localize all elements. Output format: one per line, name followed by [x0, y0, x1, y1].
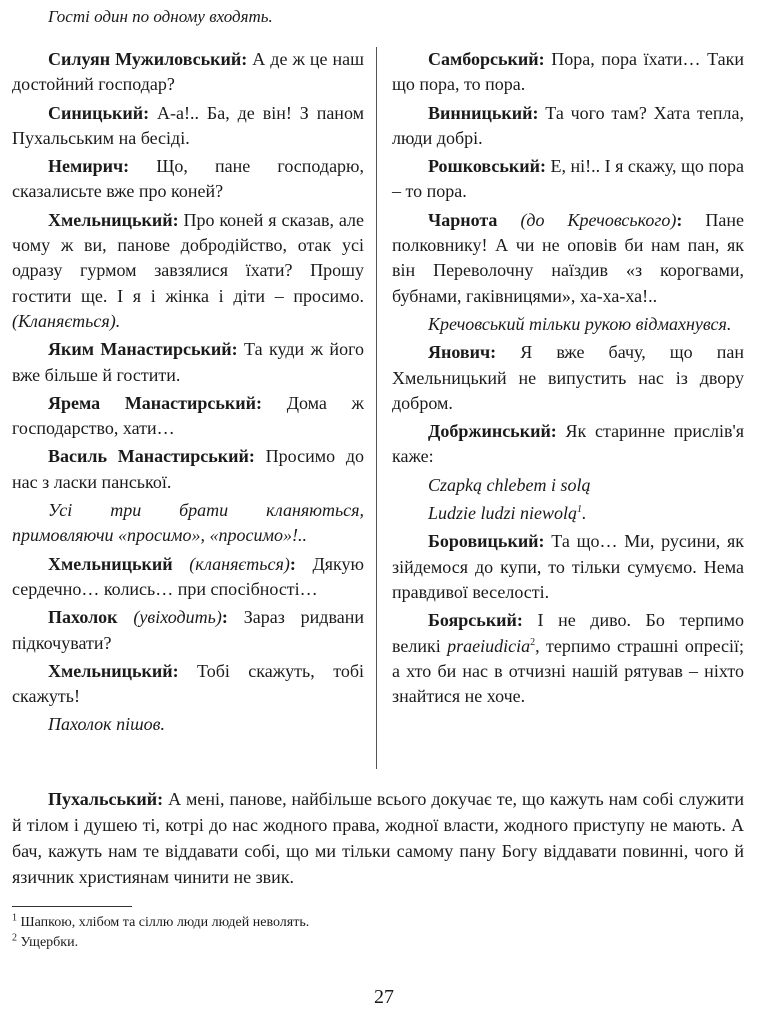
footnote-text: Ущербки.	[17, 935, 79, 950]
speaker-name: Добржинський:	[428, 421, 557, 442]
speaker-name: Силуян Мужиловський:	[48, 49, 248, 69]
speech-text: Е, ні!.. І я скажу, що пора – то пора.	[392, 156, 744, 202]
speech	[392, 529, 744, 605]
speaker-name: Пухальський:	[48, 789, 164, 809]
latin-proverb-line-1: Czapką chlebem i solą	[428, 474, 591, 495]
speech	[12, 659, 364, 710]
stage-direction: Усі три брати кланяються, примовляючи «просимо», «просимо»!..	[12, 500, 364, 546]
speaker-name: Боровицький:	[428, 531, 545, 552]
speaker-name: Хмельницький	[48, 553, 173, 574]
footnote-separator	[12, 906, 132, 907]
speech	[12, 208, 364, 334]
speaker-name: Винницький:	[428, 102, 539, 123]
speech-text: А мені, панове, найбільше всього докучає те, що кажуть нам собі служити й тілом і душею ті, котрі до нас жодного права, жодної власти, жодного приступу не мають. А бач, кажуть нам те віддавати собі, що ми тільки самому пану Богу віддавати повинні, чого й язичник християнам чинити не звик.	[12, 789, 744, 887]
speech	[392, 340, 744, 416]
speech	[392, 101, 744, 152]
footnote-mark: 1	[12, 912, 17, 924]
speech-text: Як старинне прислів'я каже:	[392, 421, 744, 467]
speech-text: Просимо до нас з ласки панської.	[12, 446, 364, 492]
speaker-name: Янович:	[428, 342, 497, 363]
speech-text: Та чого там? Хата тепла, люди добрі.	[392, 102, 744, 148]
footnote-1	[12, 913, 744, 933]
speech	[392, 154, 744, 205]
speaker-name: Яким Манастирський:	[48, 339, 238, 360]
page-number: 27	[374, 986, 394, 1008]
speech-text: Та куди ж його вже більше й гостити.	[12, 339, 364, 385]
speech-text: Про коней я сказав, але чому ж ви, панове добродійство, отак усі одразу гурмом завзялися їхати? Прошу гостити ще. І я і жінка і діти – просимо.	[12, 209, 364, 306]
left-column	[12, 47, 364, 741]
footnotes	[12, 913, 744, 953]
speech-text: Пора, пора їхати… Таки що пора, то пора.	[392, 49, 744, 95]
speaker-colon: :	[676, 209, 683, 230]
speech	[12, 391, 364, 442]
speech-text: Пане полковнику! А чи не оповів би нам пан, як він Переволочну наїздив «з корогвами, бубнами, гаківницями», ха-ха-ха!..	[392, 209, 744, 306]
proverb-text: Ludzie ludzi niewolą	[428, 503, 578, 524]
speaker-name: Ярема Манастирський:	[48, 392, 263, 413]
footnote-ref[interactable]: 1	[577, 504, 583, 516]
speech	[392, 419, 744, 470]
speech-text: Та що… Ми, русини, як зійдемося до купи, то тільки сумуємо. Нема правдивої веселості.	[392, 531, 744, 602]
speech	[392, 608, 744, 709]
speech-text: Я вже бачу, що пан Хмельницький не випустить нас із двору добром.	[392, 342, 744, 413]
latin-proverb-line-2	[392, 501, 744, 526]
speech-text: Дома ж господарство, хати…	[12, 392, 364, 439]
speech-text: І не диво. Бо терпимо великі	[392, 610, 744, 656]
latin-term: praeiudicia	[447, 635, 531, 656]
speech-text: А-а!.. Ба, де він! З паном Пухальським на бесіді.	[12, 102, 364, 148]
proverb-end: .	[582, 503, 587, 524]
speech-text: Дякую сердечно… колись… при спосібності…	[12, 553, 364, 599]
speech	[12, 605, 364, 656]
speaker-direction: (до Кречовського)	[497, 209, 677, 230]
speaker-name: Хмельницький:	[48, 209, 179, 230]
speaker-name: Немирич:	[48, 156, 130, 177]
speech-text: Зараз ридвани підкочувати?	[12, 607, 364, 653]
footnote-2	[12, 933, 744, 953]
inline-stage-direction: (Кланяється).	[12, 310, 121, 331]
speaker-name: Синицький:	[48, 102, 150, 123]
stage-direction: Кречовський тільки рукою відмахнувся.	[428, 313, 732, 334]
speech-text: А де ж це наш достойний господар?	[12, 49, 364, 95]
speech	[12, 154, 364, 205]
speaker-name: Самборський:	[428, 49, 545, 69]
speaker-name: Пахолок	[48, 607, 118, 628]
stage-direction: Пахолок пішов.	[48, 714, 165, 735]
speech-text: Тобі скажуть, тобі скажуть!	[12, 660, 364, 707]
footnote-text: Шапкою, хлібом та сіллю люди людей неволять.	[17, 915, 310, 930]
speech	[12, 47, 364, 98]
speaker-direction: (увіходить)	[117, 607, 222, 628]
speech-text: Що, пане господарю, сказалисьте вже про коней?	[12, 156, 364, 202]
speaker-name: Рошковський:	[428, 156, 546, 177]
speaker-name: Боярський:	[428, 610, 523, 631]
speech	[392, 208, 744, 309]
stage-direction-intro: Гості один по одному входять.	[48, 7, 273, 26]
speech	[12, 101, 364, 152]
speaker-colon: :	[289, 553, 296, 574]
speech	[392, 47, 744, 98]
speaker-name: Хмельницький:	[48, 660, 179, 681]
full-width-speech	[12, 786, 744, 890]
speech-text-cont: , терпимо страшні опресії; а хто би нас в отчизні нашій рятував – ніхто знайтися не хоче.	[392, 635, 744, 707]
column-divider	[376, 47, 377, 769]
speech	[12, 337, 364, 388]
speech	[12, 552, 364, 603]
speaker-colon: :	[221, 607, 228, 628]
footnote-mark: 2	[12, 932, 17, 944]
speaker-name: Василь Манастирський:	[48, 446, 255, 467]
two-column-dialogue	[0, 47, 768, 769]
speaker-name: Чарнота	[428, 209, 498, 230]
footnote-ref[interactable]: 2	[530, 636, 536, 648]
speech	[12, 444, 364, 495]
right-column	[392, 47, 744, 712]
speaker-direction: (кланяється)	[172, 553, 290, 574]
